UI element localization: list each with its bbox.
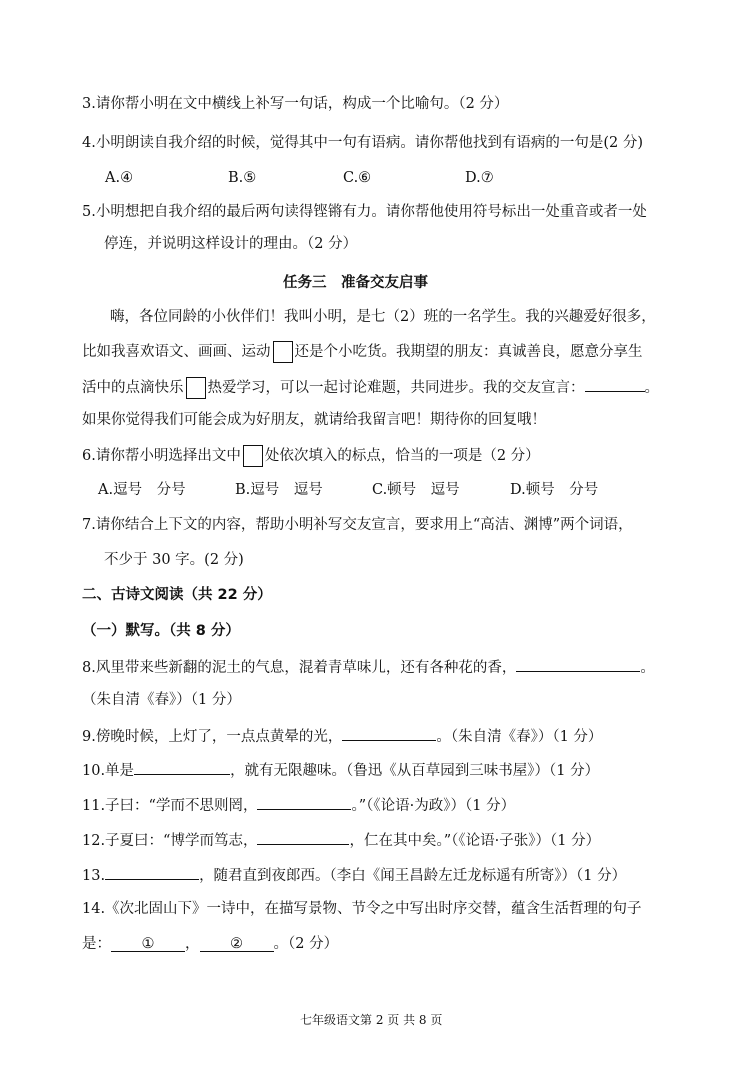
task3-title: 任务三 准备交友启事 [283,275,428,291]
question-12-text-b: ，仁在其中矣。”（《论语·子张》）（1 分） [349,833,601,849]
q4-option-d: D.⑦ [465,170,494,186]
question-14-line2 [82,934,338,954]
q12-answer-blank[interactable] [257,829,349,845]
question-6-box [243,445,263,467]
question-5-line1: 5.小明想把自我介绍的最后两句读得铿锵有力。请你帮他使用符号标出一处重音或者一处 [82,204,647,220]
question-6-text-b: 处依次填入的标点，恰当的一项是（2 分） [264,448,540,464]
q4-option-c: C.⑥ [343,170,372,186]
q6-option-d: D.顿号 分号 [510,482,599,498]
question-12 [82,829,600,851]
subsection-1-heading: （一）默写。（共 8 分） [82,623,240,639]
question-14-end: 。（2 分） [273,936,339,952]
question-7-line1: 7.请你结合上下文的内容，帮助小明补写交友宣言，要求用上“高洁、渊博”两个词语， [82,517,633,533]
question-4: 4.小明朗读自我介绍的时候，觉得其中一句有语病。请你帮他找到有语病的一句是(2 分) [82,135,643,151]
punctuation-box-1 [273,341,293,363]
passage-line2 [82,341,643,363]
question-10-text-b: ，就有无限趣味。（鲁迅《从百草园到三味书屋》）（1 分） [230,763,600,779]
q9-answer-blank[interactable] [342,725,436,741]
passage-line3-text-b: 热爱学习，可以一起讨论难题，共同进步。我的交友宣言： [207,380,585,396]
question-8-end: 。 [640,660,655,676]
question-6-text-a: 6.请你帮小明选择出文中 [82,448,241,464]
question-13 [82,864,626,886]
question-9 [82,725,602,747]
q4-option-b: B.⑤ [228,170,257,186]
question-13-text-a: 13. [82,868,106,884]
passage-line4: 如果你觉得我们可能会成为好朋友，就请给我留言吧！期待你的回复哦！ [82,412,546,428]
q6-option-b: B.逗号 逗号 [235,482,323,498]
question-3: 3.请你帮小明在文中横线上补写一句话，构成一个比喻句。（2 分） [82,96,509,112]
passage-line2-text-b: 还是个小吃货。我期望的朋友：真诚善良，愿意分享生 [294,344,643,360]
question-8-line2: （朱自清《春》）（1 分） [82,692,241,708]
passage-line3 [82,376,659,399]
q6-option-a: A.逗号 分号 [98,482,186,498]
question-8-text: 8.风里带来些新翻的泥土的气息，混着青草味儿，还有各种花的香， [82,660,517,676]
passage-line3-text-c: 。 [644,380,659,396]
question-9-text-b: 。（朱自清《春》）（1 分） [436,729,603,745]
question-9-text-a: 9.傍晚时候，上灯了，一点点黄晕的光， [82,729,343,745]
question-11 [82,794,515,816]
page-footer: 七年级语文第 2 页 共 8 页 [300,1013,443,1027]
q13-answer-blank[interactable] [105,864,199,880]
q14-answer-blank-2[interactable]: ② [200,936,274,952]
question-11-text-b: 。”（《论语·为政》）（1 分） [351,798,516,814]
question-6 [82,445,540,467]
q6-option-c: C.顿号 逗号 [372,482,460,498]
question-12-text-a: 12.子夏曰：“博学而笃志， [82,833,258,849]
question-10 [82,759,599,781]
question-10-text-a: 10.单是 [82,763,135,779]
passage-line3-text-a: 活中的点滴快乐 [82,380,184,396]
question-5-line2: 停连，并说明这样设计的理由。（2 分） [104,236,358,252]
friendship-declaration-blank[interactable] [585,376,645,392]
question-14-line1: 14.《次北固山下》一诗中，在描写景物、节令之中写出时序交替，蕴含生活哲理的句子 [82,901,642,917]
q4-option-a: A.④ [105,170,134,186]
question-11-text-a: 11.子曰：“学而不思则罔， [82,798,258,814]
q14-answer-blank-1[interactable]: ① [111,936,185,952]
section-2-heading: 二、古诗文阅读（共 22 分） [82,587,272,603]
q8-answer-blank[interactable] [516,656,640,672]
question-13-text-b: ，随君直到夜郎西。（李白《闻王昌龄左迁龙标遥有所寄》）（1 分） [199,868,627,884]
passage-line2-text-a: 比如我喜欢语文、画画、运动 [82,344,271,360]
question-14-comma: ， [185,936,200,952]
punctuation-box-2 [186,377,206,399]
q10-answer-blank[interactable] [134,759,230,775]
question-7-line2: 不少于 30 字。(2 分) [104,552,244,568]
question-8-line1 [82,656,655,678]
passage-line1: 嗨，各位同龄的小伙伴们！我叫小明，是七（2）班的一名学生。我的兴趣爱好很多， [110,309,656,325]
question-14-text-a: 是： [82,936,111,952]
q11-answer-blank[interactable] [257,794,351,810]
